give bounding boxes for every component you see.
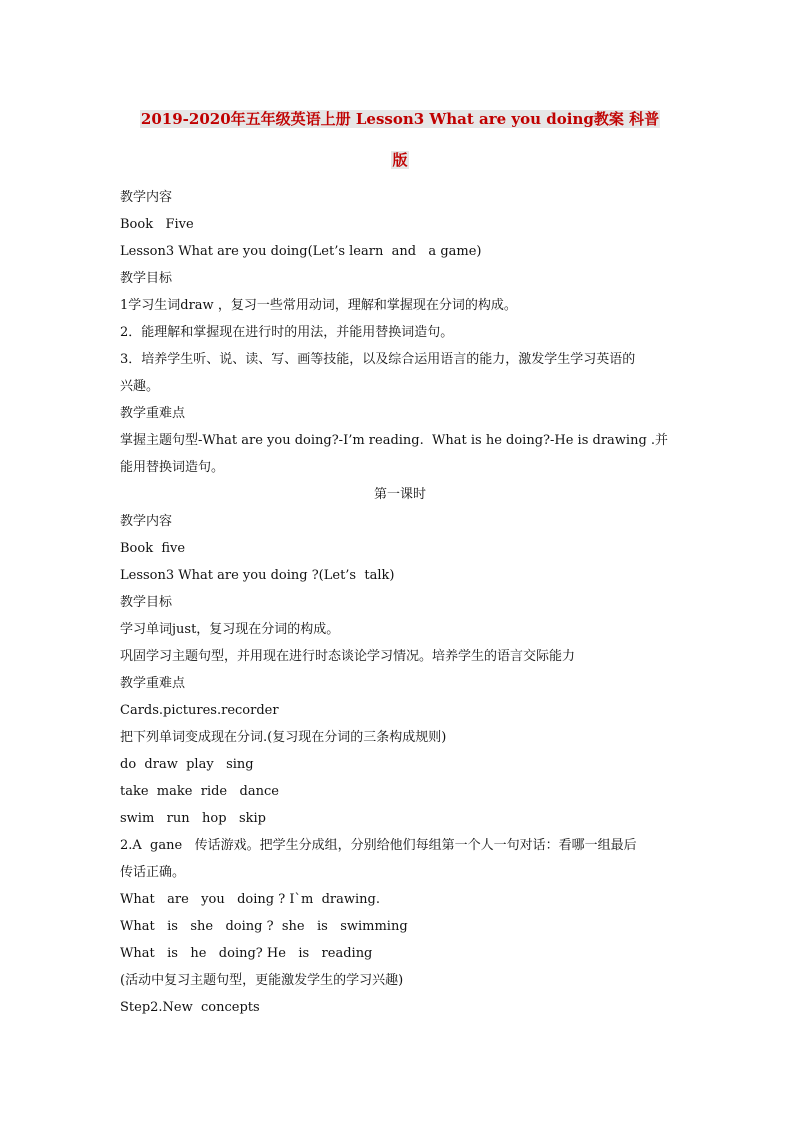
text-line-lesson: Lesson3 What are you doing(Let’s learn and a game) [120, 244, 482, 259]
game-instruction-continued: 传话正确。 [120, 865, 186, 880]
activity-note: (活动中复习主题句型，更能激发学生的学习兴趣) [120, 973, 404, 988]
goal-text-1: 学习单词just，复习现在分词的构成。 [120, 622, 340, 637]
section-heading-teaching-content-2: 教学内容 [120, 514, 173, 529]
section-heading-teaching-content: 教学内容 [120, 190, 173, 205]
document-title-line-1: 2019-2020年五年级英语上册 Lesson3 What are you doing教案 科普 [140, 110, 660, 128]
goal-text-2: 巩固学习主题句型，并用现在进行时态谈论学习情况。培养学生的语言交际能力 [120, 649, 576, 664]
goal-item-3-continued: 兴趣。 [120, 379, 160, 394]
section-heading-teaching-goals-2: 教学目标 [120, 595, 173, 610]
step-heading: Step2.New concepts [120, 1000, 260, 1015]
goal-item-2: 2．能理解和掌握现在进行时的用法，并能用替换词造句。 [120, 325, 454, 340]
dialogue-line-2: What is she doing ? she is swimming [120, 919, 408, 934]
section-heading-key-points-2: 教学重难点 [120, 676, 186, 691]
word-list-row-2: take make ride dance [120, 784, 279, 799]
text-line-lesson-2: Lesson3 What are you doing ?(Let’s talk) [120, 568, 395, 583]
goal-item-3: 3．培养学生听、说、读、写、画等技能，以及综合运用语言的能力，激发学生学习英语的 [120, 352, 636, 367]
word-list-row-1: do draw play sing [120, 757, 254, 772]
game-instruction: 2.A gane 传话游戏。把学生分成组，分别给他们每组第一个人一句对话：看哪一组最后 [120, 838, 637, 853]
section-heading-teaching-goals: 教学目标 [120, 271, 173, 286]
document-title-line-2: 版 [392, 151, 408, 169]
key-points-text-continued: 能用替换词造句。 [120, 460, 225, 475]
exercise-instruction: 把下列单词变成现在分词.(复习现在分词的三条构成规则) [120, 730, 447, 745]
document-title [110, 109, 690, 129]
dialogue-line-1: What are you doing ? I`m drawing. [120, 892, 380, 907]
section-heading-key-points: 教学重难点 [120, 406, 186, 421]
document-title-continued [110, 150, 690, 170]
word-list-row-3: swim run hop skip [120, 811, 266, 826]
goal-item-1: 1学习生词draw ，复习一些常用动词，理解和掌握现在分词的构成。 [120, 298, 517, 313]
materials-text: Cards.pictures.recorder [120, 703, 279, 718]
lesson-period-heading: 第一课时 [373, 487, 426, 502]
text-line-book: Book Five [120, 217, 194, 232]
key-points-text: 掌握主题句型-What are you doing?-I’m reading. What is he doing?-He is drawing .并 [120, 433, 669, 448]
text-line-book-2: Book five [120, 541, 186, 556]
dialogue-line-3: What is he doing? He is reading [120, 946, 373, 961]
